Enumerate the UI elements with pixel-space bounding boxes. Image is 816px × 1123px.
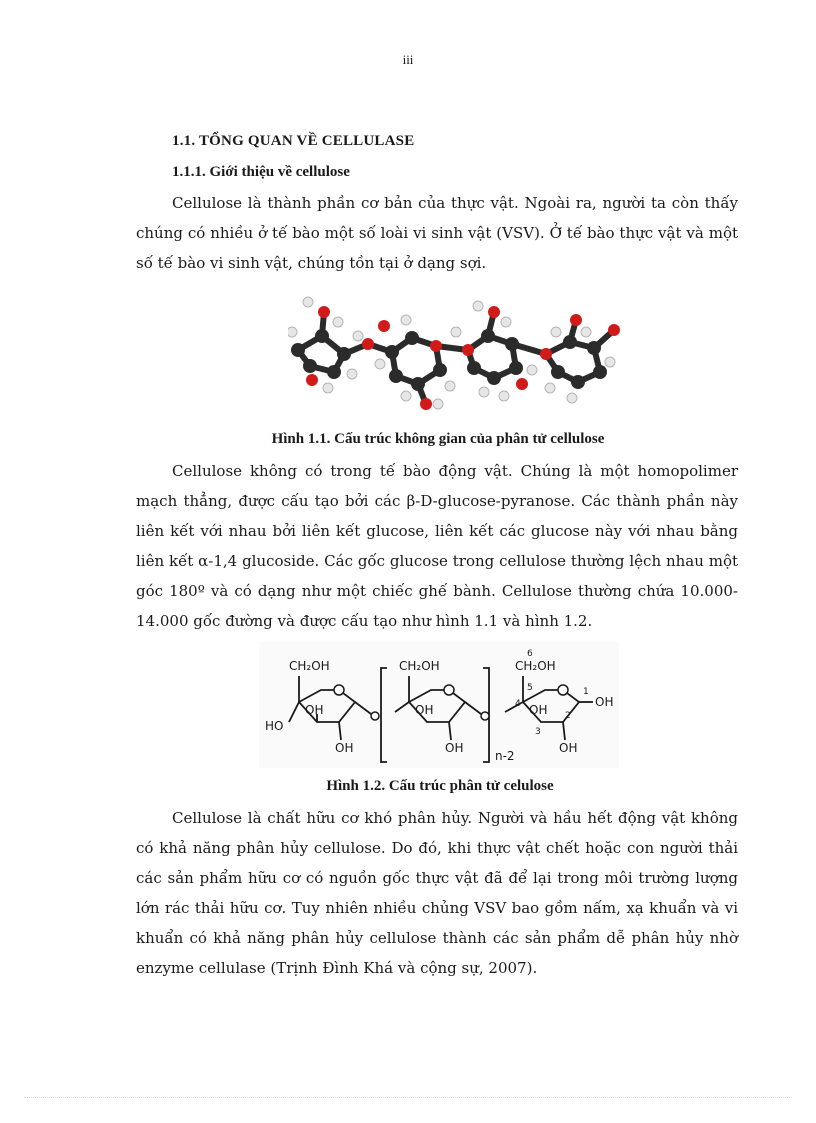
cellulose-structure-diagram <box>259 642 619 768</box>
n-minus-2-label: n-2 <box>495 749 515 763</box>
ch2oh-label-2: CH₂OH <box>399 659 440 673</box>
carbon-1-label: 1 <box>583 687 589 697</box>
carbon-5-label: 5 <box>527 683 533 693</box>
oh-label-4: OH <box>445 741 464 755</box>
ch2oh-label-3: CH₂OH <box>515 659 556 673</box>
oh-label-7: OH <box>595 695 614 709</box>
carbon-3-label: 3 <box>535 727 541 737</box>
carbon-6-label: 6 <box>527 649 533 659</box>
oh-label-5: OH <box>529 703 548 717</box>
ch2oh-label-1: CH₂OH <box>289 659 330 673</box>
subsection-heading: 1.1.1. Giới thiệu về cellulose <box>172 164 350 180</box>
carbon-4-label: 4 <box>515 699 521 709</box>
hydrogen-atoms <box>288 297 615 409</box>
oh-label-1: OH <box>305 703 324 717</box>
paragraph-intro: Cellulose là thành phần cơ bản của thực vật. Ngoài ra, người ta còn thấy chúng có nhiều ở tế bào một số loài vi sinh vật (VSV). Ở tế bào thực vật và một số tế bào vi sinh vật, chúng tồn tại ở dạng sợi. <box>136 194 738 272</box>
page-number: iii <box>402 52 414 67</box>
oh-label-3: OH <box>415 703 434 717</box>
paragraph-structure: Cellulose không có trong tế bào động vật. Chúng là một homopolimer mạch thẳng, được cấu tạo bởi các β-D-glucose-pyranose. Các thành phần này liên kết với nhau bởi liên kết glucose, liên kết các glucose này với nhau bằng liên kết α-1,4 glucoside. Các gốc glucose trong cellulose thường lệch nhau một góc 180º và có dạng như một chiếc ghế bành. Cellulose thường chứa 10.000-14.000 gốc đường và được cấu tạo như hình 1.1 và hình 1.2. <box>136 462 738 630</box>
page-footer-divider <box>24 1097 792 1098</box>
carbon-2-label: 2 <box>565 711 571 721</box>
figure1-caption: Hình 1.1. Cấu trúc không gian của phân tử cellulose <box>271 431 605 447</box>
paragraph-degradation: Cellulose là chất hữu cơ khó phân hủy. Người và hầu hết động vật không có khả năng phân hủy cellulose. Do đó, khi thực vật chết hoặc con người thải các sản phẩm hữu cơ có nguồn gốc thực vật đã để lại trong môi trường lượng lớn rác thải hữu cơ. Tuy nhiên nhiều chủng VSV bao gồm nấm, xạ khuẩn và vi khuẩn có khả năng phân hủy cellulose thành các sản phẩm dễ phân hủy nhờ enzyme cellulase (Trịnh Đình Khá và cộng sự, 2007). <box>136 809 738 977</box>
oh-label-2: OH <box>335 741 354 755</box>
figure2-caption: Hình 1.2. Cấu trúc phân tử celulose <box>326 778 554 794</box>
oh-label-6: OH <box>559 741 578 755</box>
cellulose-3d-model-image <box>288 292 624 412</box>
section-heading: 1.1. TỔNG QUAN VỀ CELLULASE <box>172 133 415 149</box>
ho-label: HO <box>265 719 284 733</box>
